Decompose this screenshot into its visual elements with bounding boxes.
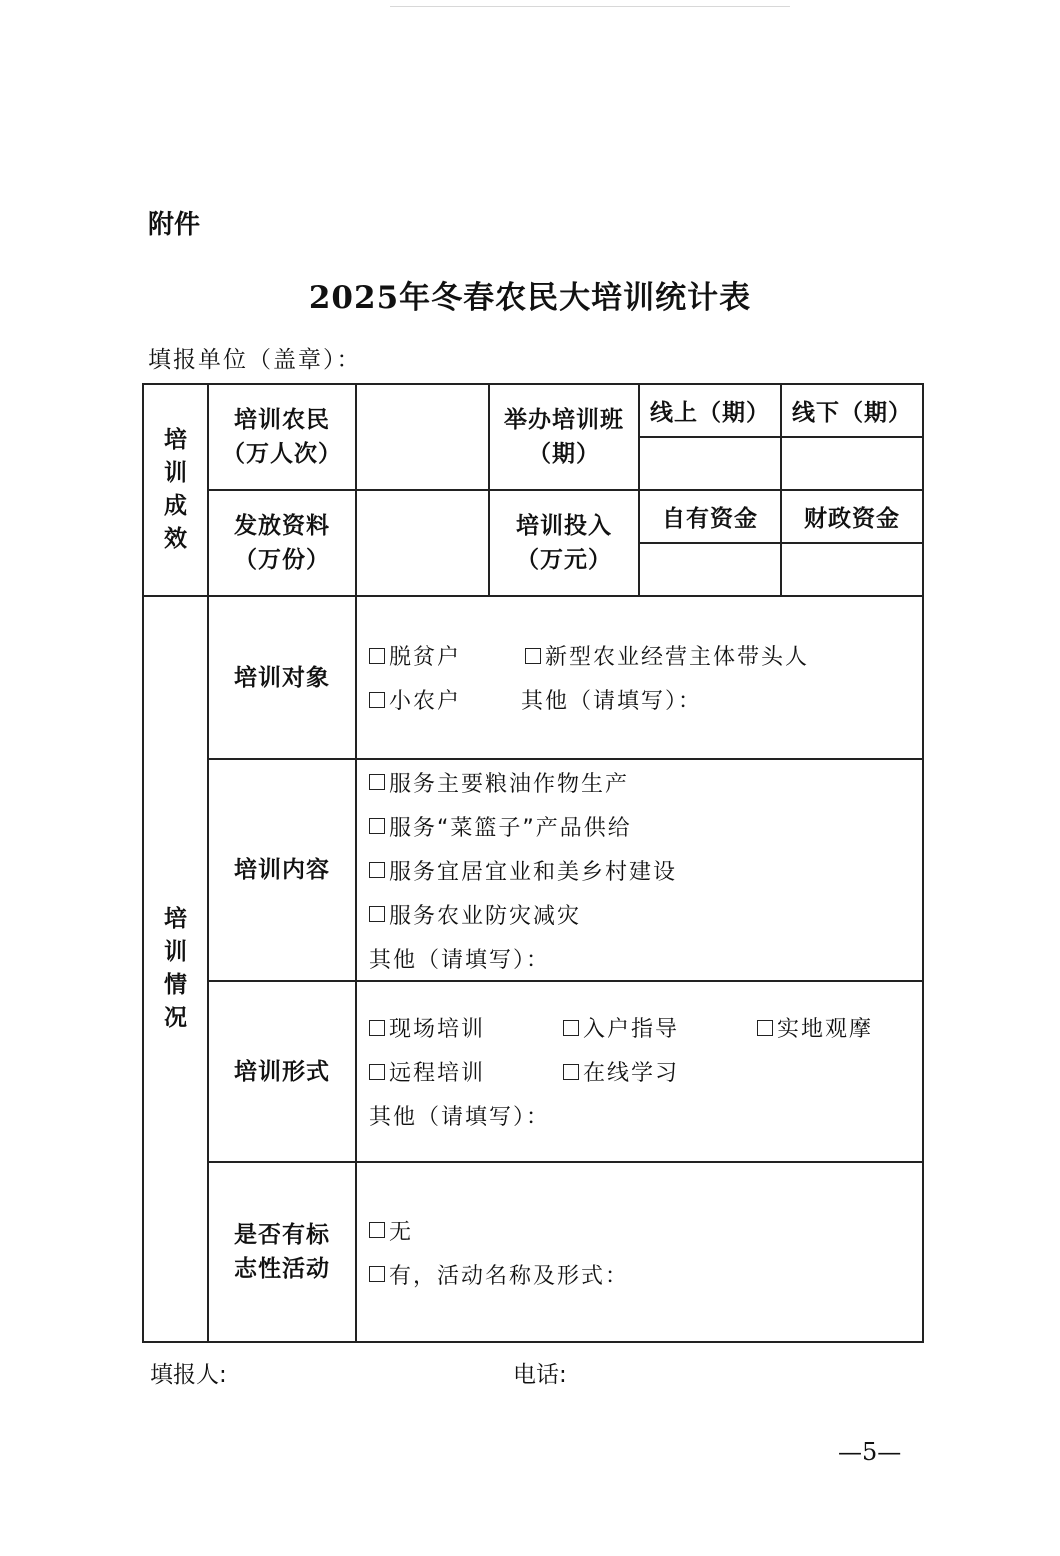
checkbox[interactable]: [369, 818, 385, 834]
checkbox[interactable]: [369, 1020, 385, 1036]
investment-label: 培训投入 （万元）: [489, 490, 639, 596]
training-targets-label: 培训对象: [208, 596, 356, 759]
form-option-field-visit[interactable]: 实地观摩: [757, 1012, 873, 1043]
landmark-option-yes[interactable]: 有，活动名称及形式：: [369, 1259, 629, 1290]
content-option-disaster-prevention[interactable]: 服务农业防灾减灾: [369, 899, 581, 930]
materials-label: 发放资料 （万份）: [208, 490, 356, 596]
filler-label: 填报人:: [150, 1362, 227, 1388]
offline-field[interactable]: [781, 437, 923, 490]
trained-farmers-field[interactable]: [356, 384, 489, 490]
fiscal-funds-field[interactable]: [781, 543, 923, 596]
checkbox[interactable]: [369, 862, 385, 878]
content-option-vegetable-basket[interactable]: 服务“菜篮子”产品供给: [369, 811, 632, 842]
fiscal-funds-header: 财政资金: [781, 490, 923, 543]
landmark-activity-options: [356, 1162, 923, 1342]
reporting-unit-label: 填报单位（盖章）：: [148, 347, 362, 373]
form-option-onsite[interactable]: 现场培训: [369, 1012, 563, 1043]
target-option-smallholder[interactable]: 小农户: [369, 684, 521, 715]
training-form-options: [356, 981, 923, 1162]
training-form-label: 培训形式: [208, 981, 356, 1162]
training-content-options: [356, 759, 923, 981]
phone-label: 电话:: [513, 1362, 567, 1388]
checkbox[interactable]: [369, 1064, 385, 1080]
section-training-results: 培 训 成 效: [143, 384, 208, 596]
checkbox[interactable]: [369, 1222, 385, 1238]
form-option-online-learning[interactable]: 在线学习: [563, 1056, 679, 1087]
own-funds-field[interactable]: [639, 543, 781, 596]
checkbox[interactable]: [757, 1020, 773, 1036]
online-header: 线上（期）: [639, 384, 781, 437]
statistics-form-table: [142, 383, 924, 1343]
content-other-label[interactable]: 其他（请填写）：: [369, 947, 551, 973]
trained-farmers-label: 培训农民 （万人次）: [208, 384, 356, 490]
checkbox[interactable]: [369, 692, 385, 708]
form-other-label[interactable]: 其他（请填写）：: [369, 1105, 551, 1130]
target-other-label[interactable]: 其他（请填写）：: [521, 689, 703, 714]
section-training-situation: 培 训 情 况: [143, 596, 208, 1342]
target-option-poverty[interactable]: 脱贫户: [369, 640, 525, 671]
training-targets-options: [356, 596, 923, 759]
content-option-rural-construction[interactable]: 服务宜居宜业和美乡村建设: [369, 855, 677, 886]
target-option-new-entity[interactable]: 新型农业经营主体带头人: [525, 640, 809, 671]
checkbox[interactable]: [563, 1020, 579, 1036]
landmark-option-none[interactable]: 无: [369, 1215, 413, 1246]
own-funds-header: 自有资金: [639, 490, 781, 543]
materials-field[interactable]: [356, 490, 489, 596]
landmark-activity-label: 是否有标 志性活动: [208, 1162, 356, 1342]
training-classes-label: 举办培训班 （期）: [489, 384, 639, 490]
checkbox[interactable]: [369, 1266, 385, 1282]
training-content-label: 培训内容: [208, 759, 356, 981]
scan-edge-line: [390, 6, 790, 7]
checkbox[interactable]: [369, 906, 385, 922]
online-field[interactable]: [639, 437, 781, 490]
form-option-home-guidance[interactable]: 入户指导: [563, 1012, 757, 1043]
form-option-remote[interactable]: 远程培训: [369, 1056, 563, 1087]
checkbox[interactable]: [369, 648, 385, 664]
page-number: —5—: [838, 1438, 902, 1466]
page-title: 2025年冬春农民大培训统计表: [308, 280, 752, 316]
attachment-label: 附件: [148, 210, 201, 240]
checkbox[interactable]: [563, 1064, 579, 1080]
checkbox[interactable]: [525, 648, 541, 664]
checkbox[interactable]: [369, 774, 385, 790]
content-option-grain-oil[interactable]: 服务主要粮油作物生产: [369, 767, 629, 798]
offline-header: 线下（期）: [781, 384, 923, 437]
